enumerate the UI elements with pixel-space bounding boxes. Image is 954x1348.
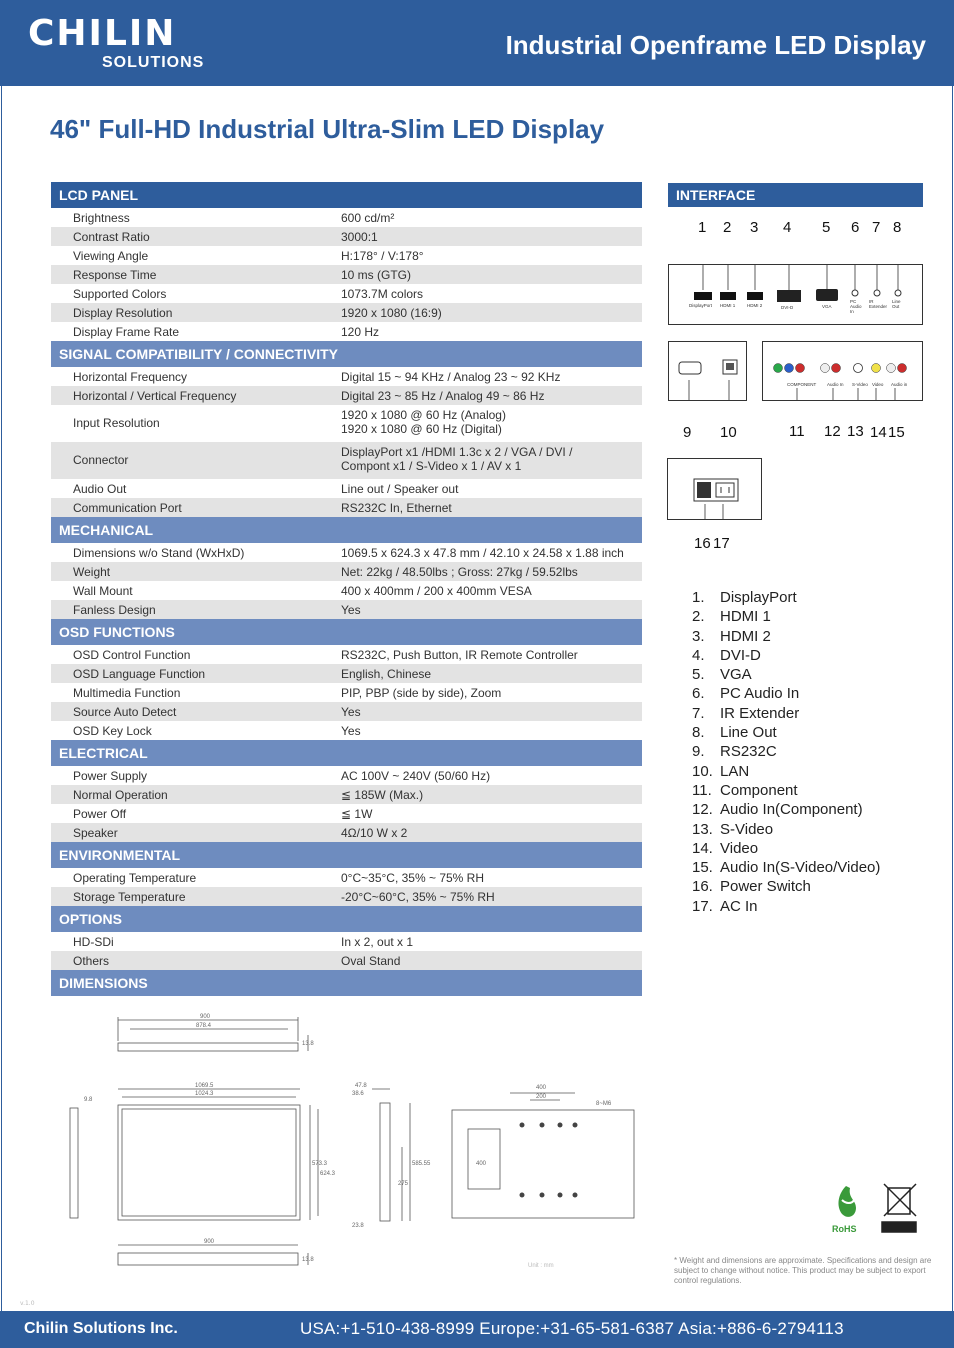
table-row [51,543,642,562]
spec-key: Power Off [73,807,127,821]
spec-key: Connector [73,453,129,467]
spec-value: RS232C, Push Button, IR Remote Controller [341,648,578,662]
list-item: 9. RS232C [692,743,777,761]
port-label: HDMI 1 [720,303,736,308]
port-label: Audio In [827,382,844,387]
spec-value-line: 1920 x 1080 @ 60 Hz (Analog) [341,408,506,422]
port-number: 17 [713,535,730,552]
table-row [51,645,642,664]
spec-key: Display Resolution [73,306,173,320]
dim-label: 200 [536,1094,547,1100]
spec-value: English, Chinese [341,667,432,681]
list-item: 11. Component [692,781,798,799]
connector-panel-serial [668,341,747,401]
spec-key: Storage Temperature [73,890,186,904]
section-mechanical: MECHANICAL [51,517,642,543]
spec-key: Weight [73,565,111,579]
list-item: 8. Line Out [692,724,777,742]
table-row [51,823,642,842]
list-item: 10. LAN [692,762,750,780]
page-title: 46" Full-HD Industrial Ultra-Slim LED Display [50,114,605,144]
port-number: 13 [847,423,864,440]
footer-contact: USA:+1-510-438-8999 Europe:+31-65-581-6387 Asia:+886-6-2794113 [300,1319,844,1338]
table-row [51,227,642,246]
spec-value: H:178° / V:178° [341,249,424,263]
list-item: 13. S-Video [692,820,774,838]
dim-label: 38.6 [352,1091,364,1097]
logo: CHILIN [28,13,177,54]
dimension-drawings [60,1005,650,1295]
table-row [51,785,642,804]
table-row [51,367,642,386]
spec-key: Viewing Angle [73,249,149,263]
dim-label: 1069.5 [195,1083,214,1089]
spec-value-line: Compont x1 / S-Video x 1 / AV x 1 [341,459,522,473]
connector-panel-power [667,458,762,520]
port-label: DVI-D [781,305,794,310]
section-signal: SIGNAL COMPATIBILITY / CONNECTIVITY [51,341,642,367]
dim-label: 585.55 [412,1161,431,1167]
spec-value [341,408,636,436]
port-number: 3 [750,219,759,236]
list-item: 7. IR Extender [692,704,800,722]
table-row [51,246,642,265]
spec-value: 400 x 400mm / 200 x 400mm VESA [341,584,532,598]
port-label: DisplayPort [689,303,713,308]
table-row [51,562,642,581]
spec-value-line: 1920 x 1080 @ 60 Hz (Digital) [341,422,502,436]
footer-company: Chilin Solutions Inc. [24,1320,178,1337]
weee-icon [882,1184,916,1232]
section-dimensions: DIMENSIONS [51,970,642,996]
table-row [51,664,642,683]
connector-panel-top [668,264,923,325]
list-item: 5. VGA [692,666,752,684]
port-number: 1 [698,219,707,236]
port-label: S-Video [852,382,868,387]
port-number: 10 [720,424,737,441]
section-options: OPTIONS [51,906,642,932]
section-osd: OSD FUNCTIONS [51,619,642,645]
disclaimer-note: * Weight and dimensions are approximate. Specifications and design are subject to change without notice. This product may be subject to export control regulations. [674,1256,932,1285]
spec-value: Yes [341,705,361,719]
spec-value: 1069.5 x 624.3 x 47.8 mm / 42.10 x 24.58 x 1.88 inch [341,546,624,560]
rohs-icon [832,1186,857,1234]
list-item: 3. HDMI 2 [692,627,771,645]
table-row [51,932,642,951]
port-number: 15 [888,424,905,441]
certification-logos [828,1180,928,1240]
table-row [51,265,642,284]
section-interface: INTERFACE [668,183,923,207]
table-row [51,600,642,619]
spec-value: Net: 22kg / 48.50lbs ; Gross: 27kg / 59.52lbs [341,565,578,579]
spec-value: 600 cd/m² [341,211,395,225]
spec-key: Wall Mount [73,584,133,598]
list-item: 2. HDMI 1 [692,608,771,626]
table-row [51,386,642,405]
table-row [51,702,642,721]
spec-key: Dimensions w/o Stand (WxHxD) [73,546,245,560]
spec-value: ≦ 185W (Max.) [341,788,424,802]
spec-value: ≦ 1W [341,807,373,821]
spec-key: Fanless Design [73,603,156,617]
spec-key: HD-SDi [73,935,114,949]
spec-key: Horizontal / Vertical Frequency [73,389,237,403]
spec-value: 10 ms (GTG) [341,268,412,282]
port-label: HDMI 2 [747,303,763,308]
port-label: PC Audio In [850,299,862,314]
spec-key: Horizontal Frequency [73,370,188,384]
spec-key: OSD Control Function [73,648,191,662]
port-label: Audio in [891,382,908,387]
port-number: 14 [870,424,887,441]
dim-label: 878.4 [196,1023,212,1029]
table-row [51,442,642,479]
table-row [51,303,642,322]
spec-key: Input Resolution [73,416,160,430]
list-item: 12. Audio In(Component) [692,801,863,819]
section-environmental: ENVIRONMENTAL [51,842,642,868]
port-number: 12 [824,423,841,440]
dim-label: 400 [536,1085,547,1091]
table-row [51,951,642,970]
port-number: 9 [683,424,692,441]
port-label: VGA [822,304,832,309]
spec-key: Others [73,954,110,968]
table-row [51,284,642,303]
spec-value-line: DisplayPort x1 /HDMI 1.3c x 2 / VGA / DVI / [341,445,573,459]
section-electrical: ELECTRICAL [51,740,642,766]
dim-label: 8~M6 [596,1101,612,1107]
logo-subtitle: SOLUTIONS [102,54,205,71]
spec-value: Oval Stand [341,954,401,968]
spec-key: Brightness [73,211,130,225]
port-number: 11 [789,423,805,440]
spec-value: In x 2, out x 1 [341,935,414,949]
port-number: 6 [851,219,860,236]
version-label: v.1.0 [20,1300,35,1307]
spec-value: Yes [341,603,361,617]
list-item: 16. Power Switch [692,878,811,896]
list-item: 1. DisplayPort [692,589,797,606]
dim-label: 275 [398,1181,409,1187]
table-row [51,405,642,442]
connector-panel-top-drawing [669,265,922,324]
table-row [51,581,642,600]
spec-value: -20°C~60°C, 35% ~ 75% RH [341,890,495,904]
table-row [51,208,642,227]
spec-value: 0°C~35°C, 35% ~ 75% RH [341,871,485,885]
spec-key: Multimedia Function [73,686,181,700]
list-item: 15. Audio In(S-Video/Video) [692,859,881,877]
spec-value: 1920 x 1080 (16:9) [341,306,442,320]
dim-label: 900 [200,1014,211,1020]
table-row [51,721,642,740]
list-item: 6. PC Audio In [692,685,800,703]
spec-value [341,445,636,473]
spec-value: PIP, PBP (side by side), Zoom [341,686,502,700]
port-number: 16 [694,535,711,552]
spec-key: Contrast Ratio [73,230,150,244]
list-item: 4. DVI-D [692,646,761,664]
spec-key: Power Supply [73,769,148,783]
spec-key: Communication Port [73,501,182,515]
spec-key: Source Auto Detect [73,705,177,719]
port-number: 4 [783,219,792,236]
dim-label: 573.3 [312,1161,328,1167]
interface-legend [692,588,880,916]
spec-key: Supported Colors [73,287,167,301]
table-row [51,683,642,702]
spec-key: Normal Operation [73,788,168,802]
spec-key: Response Time [73,268,157,282]
spec-value: Line out / Speaker out [341,482,459,496]
table-row [51,322,642,341]
av-drawing [763,342,922,400]
spec-key: Audio Out [73,482,127,496]
header-title: Industrial Openframe LED Display [505,30,926,60]
serial-lan-drawing [669,342,746,400]
port-number: 7 [872,219,881,236]
spec-key: Speaker [73,826,118,840]
dim-label: 1024.3 [195,1091,214,1097]
spec-table [51,182,642,996]
table-row [51,887,642,906]
table-row [51,479,642,498]
spec-key: OSD Language Function [73,667,206,681]
spec-value: 4Ω/10 W x 2 [341,826,408,840]
spec-key: OSD Key Lock [73,724,152,738]
spec-value: Digital 23 ~ 85 Hz / Analog 49 ~ 86 Hz [341,389,545,403]
dim-label: 9.8 [84,1097,93,1103]
table-row [51,766,642,785]
port-number: 5 [822,219,831,236]
section-lcd-panel: LCD PANEL [51,182,642,208]
table-row [51,868,642,887]
port-number: 2 [723,219,732,236]
power-drawing [668,459,761,519]
port-label: Video [872,382,884,387]
port-label: IR Extender [869,299,888,309]
dim-label: 900 [204,1239,215,1245]
spec-value: AC 100V ~ 240V (50/60 Hz) [341,769,491,783]
list-item: 14. Video [692,839,759,857]
unit-label: Unit : mm [528,1263,554,1269]
dim-label: 624.3 [320,1171,336,1177]
connector-panel-av [762,341,923,401]
dim-label: 13.8 [302,1041,314,1047]
table-row [51,498,642,517]
port-label: COMPONENT [787,382,817,387]
spec-key: Display Frame Rate [73,325,180,339]
dim-label: 47.8 [355,1083,367,1089]
spec-value: Yes [341,724,361,738]
spec-value: 3000:1 [341,230,378,244]
list-item: 17. AC In [692,897,758,915]
spec-value: 1073.7M colors [341,287,424,301]
spec-value: RS232C In, Ethernet [341,501,452,515]
spec-value: 120 Hz [341,325,380,339]
port-label: Line Out [892,299,901,309]
spec-key: Operating Temperature [73,871,197,885]
dim-label: 400 [476,1161,487,1167]
svg-text:RoHS: RoHS [832,1224,857,1234]
port-number: 8 [893,219,902,236]
table-row [51,804,642,823]
dim-label: 23.8 [352,1223,364,1229]
dim-label: 13.8 [302,1257,314,1263]
spec-value: Digital 15 ~ 94 KHz / Analog 23 ~ 92 KHz [341,370,561,384]
